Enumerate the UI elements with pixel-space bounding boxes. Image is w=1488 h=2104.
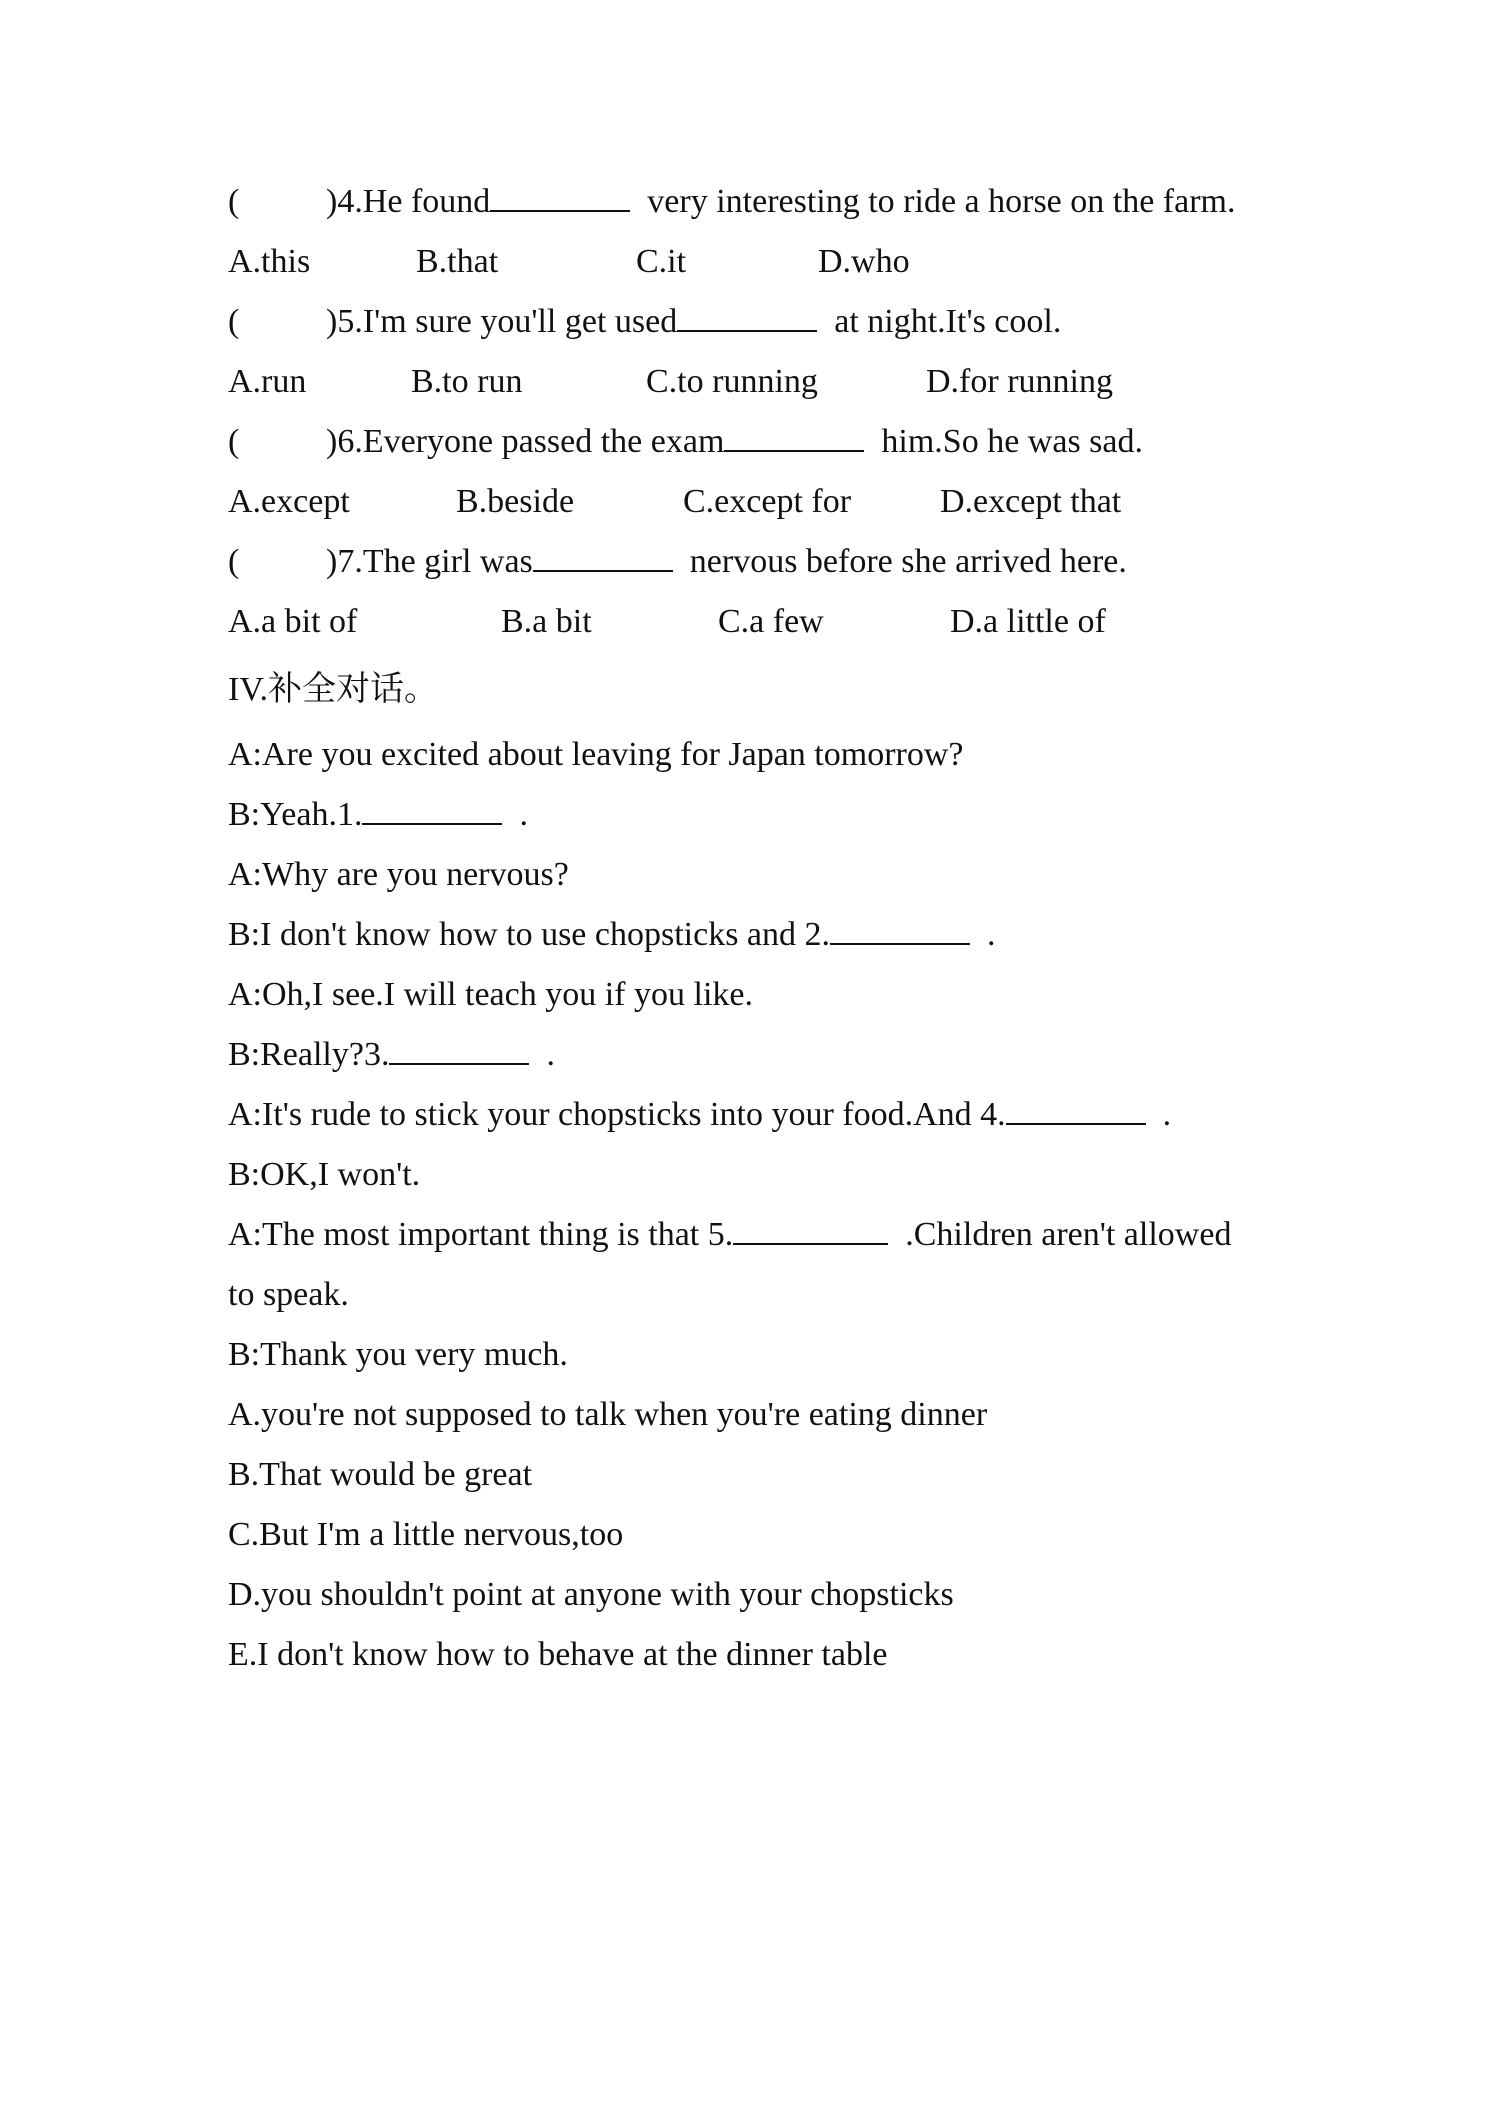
answer-blank (677, 298, 817, 332)
question-4-options (228, 237, 1128, 287)
dialogue-line-4 (228, 910, 996, 960)
section-iv-title: IV.补全对话。 (228, 671, 438, 708)
dialogue-text: . (529, 1036, 555, 1073)
dialogue-blank-1 (362, 791, 502, 825)
dialogue-line-11: B:Thank you very much. (228, 1336, 568, 1373)
option-a: A.except (228, 483, 350, 520)
option-d: D.a little of (950, 603, 1106, 640)
dialogue-line-2 (228, 790, 528, 840)
dialogue-text: B:Really?3. (228, 1036, 390, 1073)
option-c: C.a few (718, 603, 824, 640)
choice-d: D.you shouldn't point at anyone with your chopsticks (228, 1576, 954, 1613)
dialogue-text: B:I don't know how to use chopsticks and 2. (228, 916, 831, 953)
dialogue-line-5: A:Oh,I see.I will teach you if you like. (228, 976, 753, 1013)
option-d: D.except that (940, 483, 1122, 520)
option-a: A.this (228, 243, 311, 280)
stem-text: )6.Everyone passed the exam (326, 423, 725, 460)
option-c: C.to running (646, 363, 818, 400)
answer-blank (533, 538, 673, 572)
choice-c: C.But I'm a little nervous,too (228, 1516, 624, 1553)
answer-paren: ( (228, 423, 240, 460)
option-a: A.a bit of (228, 603, 358, 640)
stem-text: nervous before she arrived here. (672, 543, 1127, 580)
option-b: B.a bit (501, 603, 592, 640)
option-b: B.to run (411, 363, 523, 400)
answer-paren: ( (228, 183, 240, 220)
dialogue-line-1: A:Are you excited about leaving for Japan tomorrow? (228, 736, 964, 773)
dialogue-text: . (1145, 1096, 1172, 1133)
answer-paren: ( (228, 543, 240, 580)
answer-paren: ( (228, 303, 240, 340)
question-7-options (228, 597, 1128, 647)
dialogue-text: . (970, 916, 996, 953)
stem-text: him.So he was sad. (864, 423, 1143, 460)
question-6-stem (228, 417, 1143, 467)
stem-text: at night.It's cool. (817, 303, 1062, 340)
answer-blank (724, 418, 864, 452)
stem-text: )5.I'm sure you'll get used (326, 303, 678, 340)
dialogue-line-7 (228, 1090, 1171, 1140)
option-d: D.who (818, 243, 910, 280)
answer-blank (490, 178, 630, 212)
question-6-options (228, 477, 1128, 527)
choice-a: A.you're not supposed to talk when you're eating dinner (228, 1396, 988, 1433)
dialogue-line-10: to speak. (228, 1276, 349, 1313)
dialogue-line-8: B:OK,I won't. (228, 1156, 421, 1193)
option-d: D.for running (926, 363, 1113, 400)
dialogue-text: . (502, 796, 528, 833)
choice-e: E.I don't know how to behave at the dinner table (228, 1636, 888, 1673)
option-c: C.except for (683, 483, 852, 520)
choice-b: B.That would be great (228, 1456, 533, 1493)
dialogue-line-3: A:Why are you nervous? (228, 856, 569, 893)
option-a: A.run (228, 363, 307, 400)
dialogue-line-6 (228, 1030, 555, 1080)
question-5-options (228, 357, 1128, 407)
dialogue-blank-4 (1006, 1091, 1146, 1125)
dialogue-text: A:It's rude to stick your chopsticks into your food.And 4. (228, 1096, 1006, 1133)
option-c: C.it (636, 243, 687, 280)
stem-text: very interesting to ride a horse on the farm. (630, 183, 1236, 220)
stem-text: )7.The girl was (326, 543, 533, 580)
option-b: B.beside (456, 483, 575, 520)
question-5-stem (228, 297, 1061, 347)
dialogue-text: B:Yeah.1. (228, 796, 363, 833)
dialogue-text: .Children aren't allowed (888, 1216, 1232, 1253)
option-b: B.that (416, 243, 499, 280)
dialogue-line-9 (228, 1210, 1231, 1260)
question-7-stem (228, 537, 1127, 587)
dialogue-blank-2 (830, 911, 970, 945)
stem-text: )4.He found (326, 183, 491, 220)
question-4-stem (228, 177, 1236, 227)
dialogue-text: A:The most important thing is that 5. (228, 1216, 734, 1253)
dialogue-blank-3 (389, 1031, 529, 1065)
dialogue-blank-5 (733, 1211, 888, 1245)
